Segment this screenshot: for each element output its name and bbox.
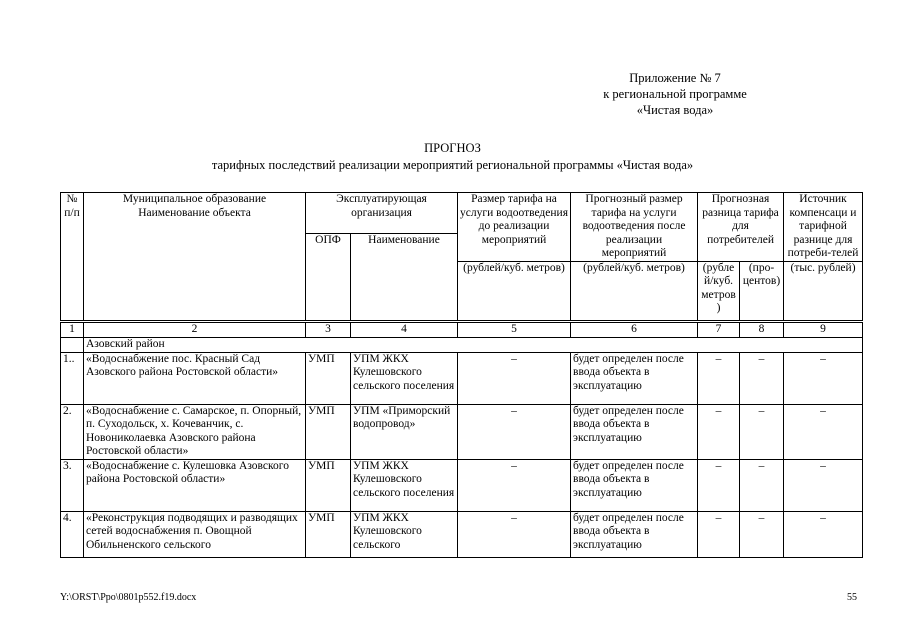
- row-diff-pct: –: [740, 511, 784, 557]
- header-operator: Эксплуатирующая организация: [306, 193, 458, 234]
- row-tariff-forecast: будет определен после ввода объекта в эксплуатацию: [571, 511, 698, 557]
- row-tariff-before: –: [458, 459, 571, 511]
- table-row: [61, 404, 863, 459]
- row-diff-rub: –: [698, 352, 740, 404]
- district-label: Азовский район: [84, 337, 863, 352]
- row-tariff-before: –: [458, 511, 571, 557]
- document-title: [0, 140, 905, 174]
- row-tariff-forecast: будет определен после ввода объекта в эксплуатацию: [571, 404, 698, 459]
- appendix-line2: к региональной программе: [603, 87, 747, 101]
- title-line1: ПРОГНОЗ: [424, 141, 481, 155]
- footer-file-path: Y:\ORST\Ppo\0801p552.f19.docx: [60, 592, 197, 603]
- unit-tariff-forecast: (рублей/куб. метров): [571, 261, 698, 321]
- table-row: [61, 459, 863, 511]
- header-municipality: Муниципальное образование Наименование объекта: [84, 193, 306, 322]
- appendix-line3: «Чистая вода»: [636, 103, 714, 117]
- row-object: «Водоснабжение пос. Красный Сад Азовского района Ростовской области»: [84, 352, 306, 404]
- header-source: Источник компенсаци и тарифной разнице для потреби-телей: [784, 193, 863, 262]
- header-diff: Прогнозная разница тарифа для потребителей: [698, 193, 784, 262]
- row-opf: УМП: [306, 511, 351, 557]
- col-num-7: 7: [698, 321, 740, 337]
- row-tariff-before: –: [458, 404, 571, 459]
- row-diff-rub: –: [698, 511, 740, 557]
- row-num: 1..: [61, 352, 84, 404]
- col-num-4: 4: [351, 321, 458, 337]
- row-operator-name: УПМ ЖКХ Кулешовского сельского поселения: [351, 352, 458, 404]
- col-num-5: 5: [458, 321, 571, 337]
- row-diff-pct: –: [740, 459, 784, 511]
- row-tariff-forecast: будет определен после ввода объекта в эксплуатацию: [571, 459, 698, 511]
- row-source: –: [784, 404, 863, 459]
- header-tariff-before: Размер тарифа на услуги водоотведения до реализации мероприятий: [458, 193, 571, 262]
- row-operator-name: УПМ ЖКХ Кулешовского сельского поселения: [351, 459, 458, 511]
- row-operator-name: УПМ ЖКХ Кулешовского сельского: [351, 511, 458, 557]
- row-opf: УМП: [306, 459, 351, 511]
- row-source: –: [784, 459, 863, 511]
- footer-page-number: 55: [847, 592, 857, 603]
- row-num: 3.: [61, 459, 84, 511]
- header-opf: ОПФ: [306, 234, 351, 322]
- row-tariff-before: –: [458, 352, 571, 404]
- col-num-8: 8: [740, 321, 784, 337]
- unit-tariff-before: (рублей/куб. метров): [458, 261, 571, 321]
- row-source: –: [784, 352, 863, 404]
- row-diff-pct: –: [740, 404, 784, 459]
- header-num: № п/п: [61, 193, 84, 322]
- row-diff-rub: –: [698, 404, 740, 459]
- row-source: –: [784, 511, 863, 557]
- row-opf: УМП: [306, 352, 351, 404]
- appendix-block: [555, 70, 795, 118]
- row-object: «Водоснабжение с. Самарское, п. Опорный, п. Суходольск, х. Кочеванчик, с. Новониколаевка Азовского района Ростовской области»: [84, 404, 306, 459]
- district-empty-cell: [61, 337, 84, 352]
- header-tariff-forecast: Прогнозный размер тарифа на услуги водоотведения после реализации мероприятий: [571, 193, 698, 262]
- row-opf: УМП: [306, 404, 351, 459]
- row-object: «Реконструкция подводящих и разводящих сетей водоснабжения п. Овощной Обильненского сельского: [84, 511, 306, 557]
- col-num-6: 6: [571, 321, 698, 337]
- col-num-3: 3: [306, 321, 351, 337]
- header-name: Наименование: [351, 234, 458, 322]
- row-num: 4.: [61, 511, 84, 557]
- row-object: «Водоснабжение с. Кулешовка Азовского района Ростовской области»: [84, 459, 306, 511]
- row-tariff-forecast: будет определен после ввода объекта в эксплуатацию: [571, 352, 698, 404]
- row-num: 2.: [61, 404, 84, 459]
- row-diff-pct: –: [740, 352, 784, 404]
- unit-source: (тыс. рублей): [784, 261, 863, 321]
- col-num-1: 1: [61, 321, 84, 337]
- col-num-2: 2: [84, 321, 306, 337]
- row-diff-rub: –: [698, 459, 740, 511]
- forecast-table: [60, 192, 863, 558]
- row-operator-name: УПМ «Приморский водопровод»: [351, 404, 458, 459]
- unit-diff-rub: (рубле й/куб. метров ): [698, 261, 740, 321]
- table-row: [61, 511, 863, 557]
- col-num-9: 9: [784, 321, 863, 337]
- unit-diff-pct: (про-центов): [740, 261, 784, 321]
- appendix-line1: Приложение № 7: [629, 71, 721, 85]
- table-row: [61, 352, 863, 404]
- title-line2: тарифных последствий реализации мероприятий региональной программы «Чистая вода»: [211, 158, 694, 172]
